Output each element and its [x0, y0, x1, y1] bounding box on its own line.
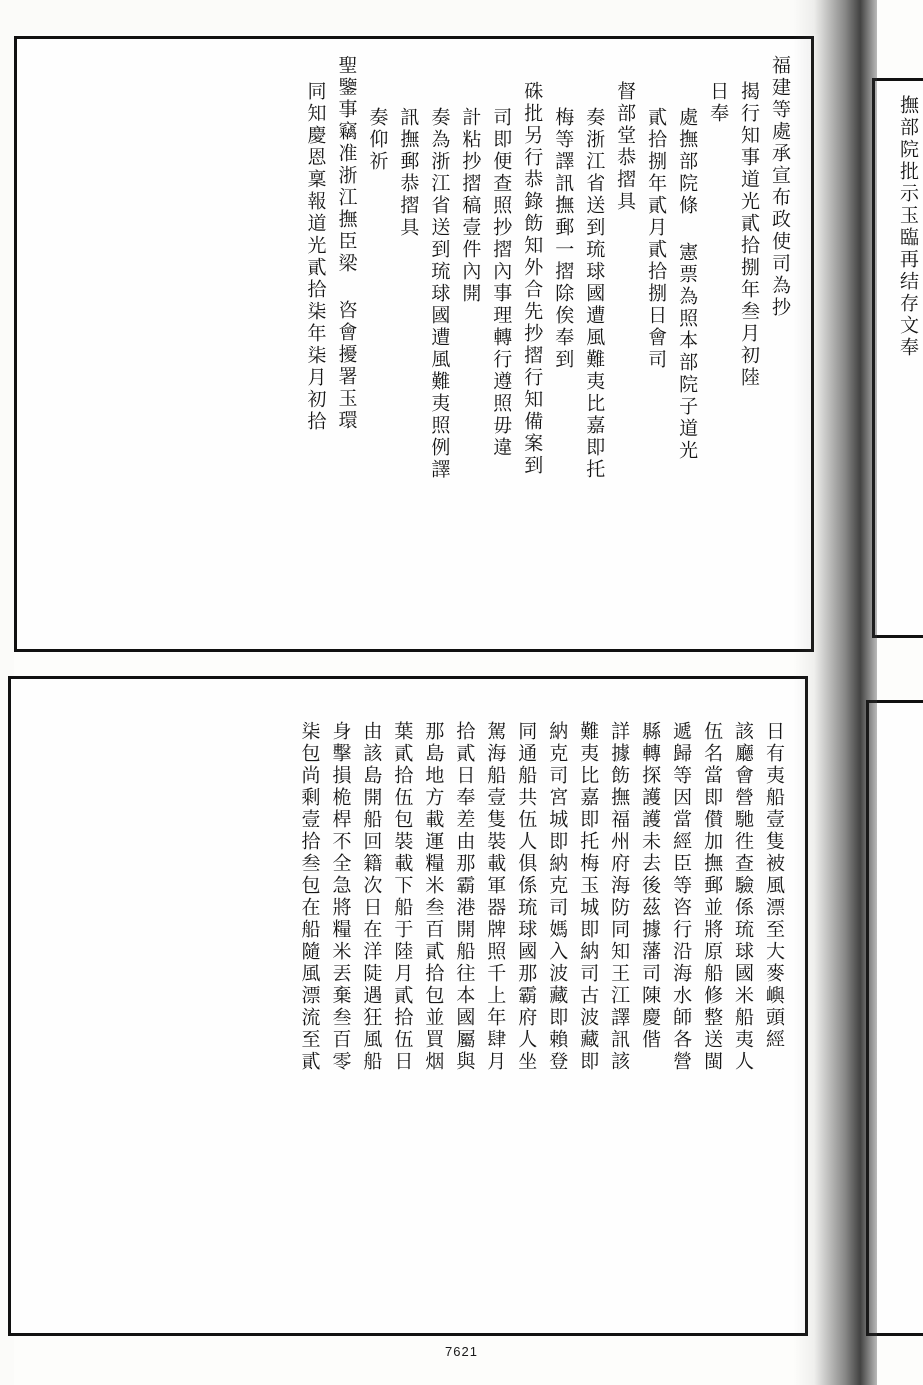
adjacent-page-fragment-top: [872, 78, 923, 638]
text-column: 奏浙江省送到琉球國遭風難夷比嘉即托: [583, 107, 606, 481]
text-column: 駕海船壹隻裝載軍器牌照千上年肆月: [484, 721, 507, 1073]
lower-text-columns: [11, 679, 805, 1333]
text-column: 計粘抄摺稿壹件內開: [459, 107, 482, 305]
text-column: 拾貳日奉差由那霸港開船往本國屬與: [453, 721, 476, 1073]
text-column: 奏為浙江省送到琉球國遭風難夷照例譯: [428, 107, 451, 481]
text-column: 遞歸等因當經臣等咨行沿海水師各營: [670, 721, 693, 1073]
text-column: 身擊損桅桿不全急將糧米丟棄叁百零: [329, 721, 352, 1073]
text-column: 詳據飭撫福州府海防同知王江譯訊該: [608, 721, 631, 1073]
text-column: 那島地方載運糧米叁百貳拾包並買烟: [422, 721, 445, 1073]
page-top-margin: [0, 0, 820, 34]
text-column: 揭行知事道光貳拾捌年叁月初陸: [738, 81, 761, 389]
text-column: 日有夷船壹隻被風漂至大麥嶼頭經: [763, 721, 785, 1051]
text-column: 聖鑒事竊准浙江撫臣梁 咨會擾署玉環: [335, 55, 358, 432]
adjacent-top-columns: [875, 81, 923, 635]
text-column: 貳拾捌年貳月貳拾捌日會司: [645, 107, 668, 371]
lower-text-panel: [8, 676, 808, 1336]
text-column: 奏仰祈: [366, 107, 389, 173]
adjacent-bottom-columns: [869, 703, 923, 1333]
text-column: 同知慶恩稟報道光貳拾柒年柒月初拾: [304, 81, 327, 433]
text-column: 訊撫郵恭摺具: [397, 107, 420, 239]
text-column: 柒包尚剩壹拾叁包在船隨風漂流至貳: [298, 721, 321, 1073]
text-column: 縣轉探護護未去後茲據藩司陳慶偕: [639, 721, 662, 1051]
text-column: 該廳會營馳徃查驗係琉球國米船夷人: [732, 721, 755, 1073]
text-column: 伍名當即儧加撫郵並將原船修整送閩: [701, 721, 724, 1073]
text-column: 同通船共伍人俱係琉球國那霸府人坐: [515, 721, 538, 1073]
text-column: 硃批另行恭錄飭知外合先抄摺行知備案到: [521, 81, 544, 477]
text-column: 司即便查照抄摺內事理轉行遵照毋違: [490, 107, 513, 459]
text-column: 福建等處承宣布政使司為抄: [769, 55, 791, 319]
page-number: 7621: [445, 1344, 478, 1359]
text-column: 日奉: [707, 81, 730, 125]
text-column: 由該島開船回籍次日在洋陡遇狂風船: [360, 721, 383, 1073]
text-column: 難夷比嘉即托梅玉城即納司古波藏即: [577, 721, 600, 1073]
text-column: 葉貳拾伍包裝載下船于陸月貳拾伍日: [391, 721, 414, 1073]
text-column: 撫部院批示玉臨再结存文奉: [897, 95, 919, 359]
text-column: 督部堂恭摺具: [614, 81, 637, 213]
upper-text-columns: [17, 39, 811, 649]
text-column: 納克司宮城即納克司媽入波藏即賴登: [546, 721, 569, 1073]
text-column: 梅等譯訊撫郵一摺除俟奉到: [552, 107, 575, 371]
text-column: 處撫部院條 憲票為照本部院子道光: [676, 107, 699, 462]
upper-text-panel: [14, 36, 814, 652]
adjacent-page-fragment-bottom: [866, 700, 923, 1336]
